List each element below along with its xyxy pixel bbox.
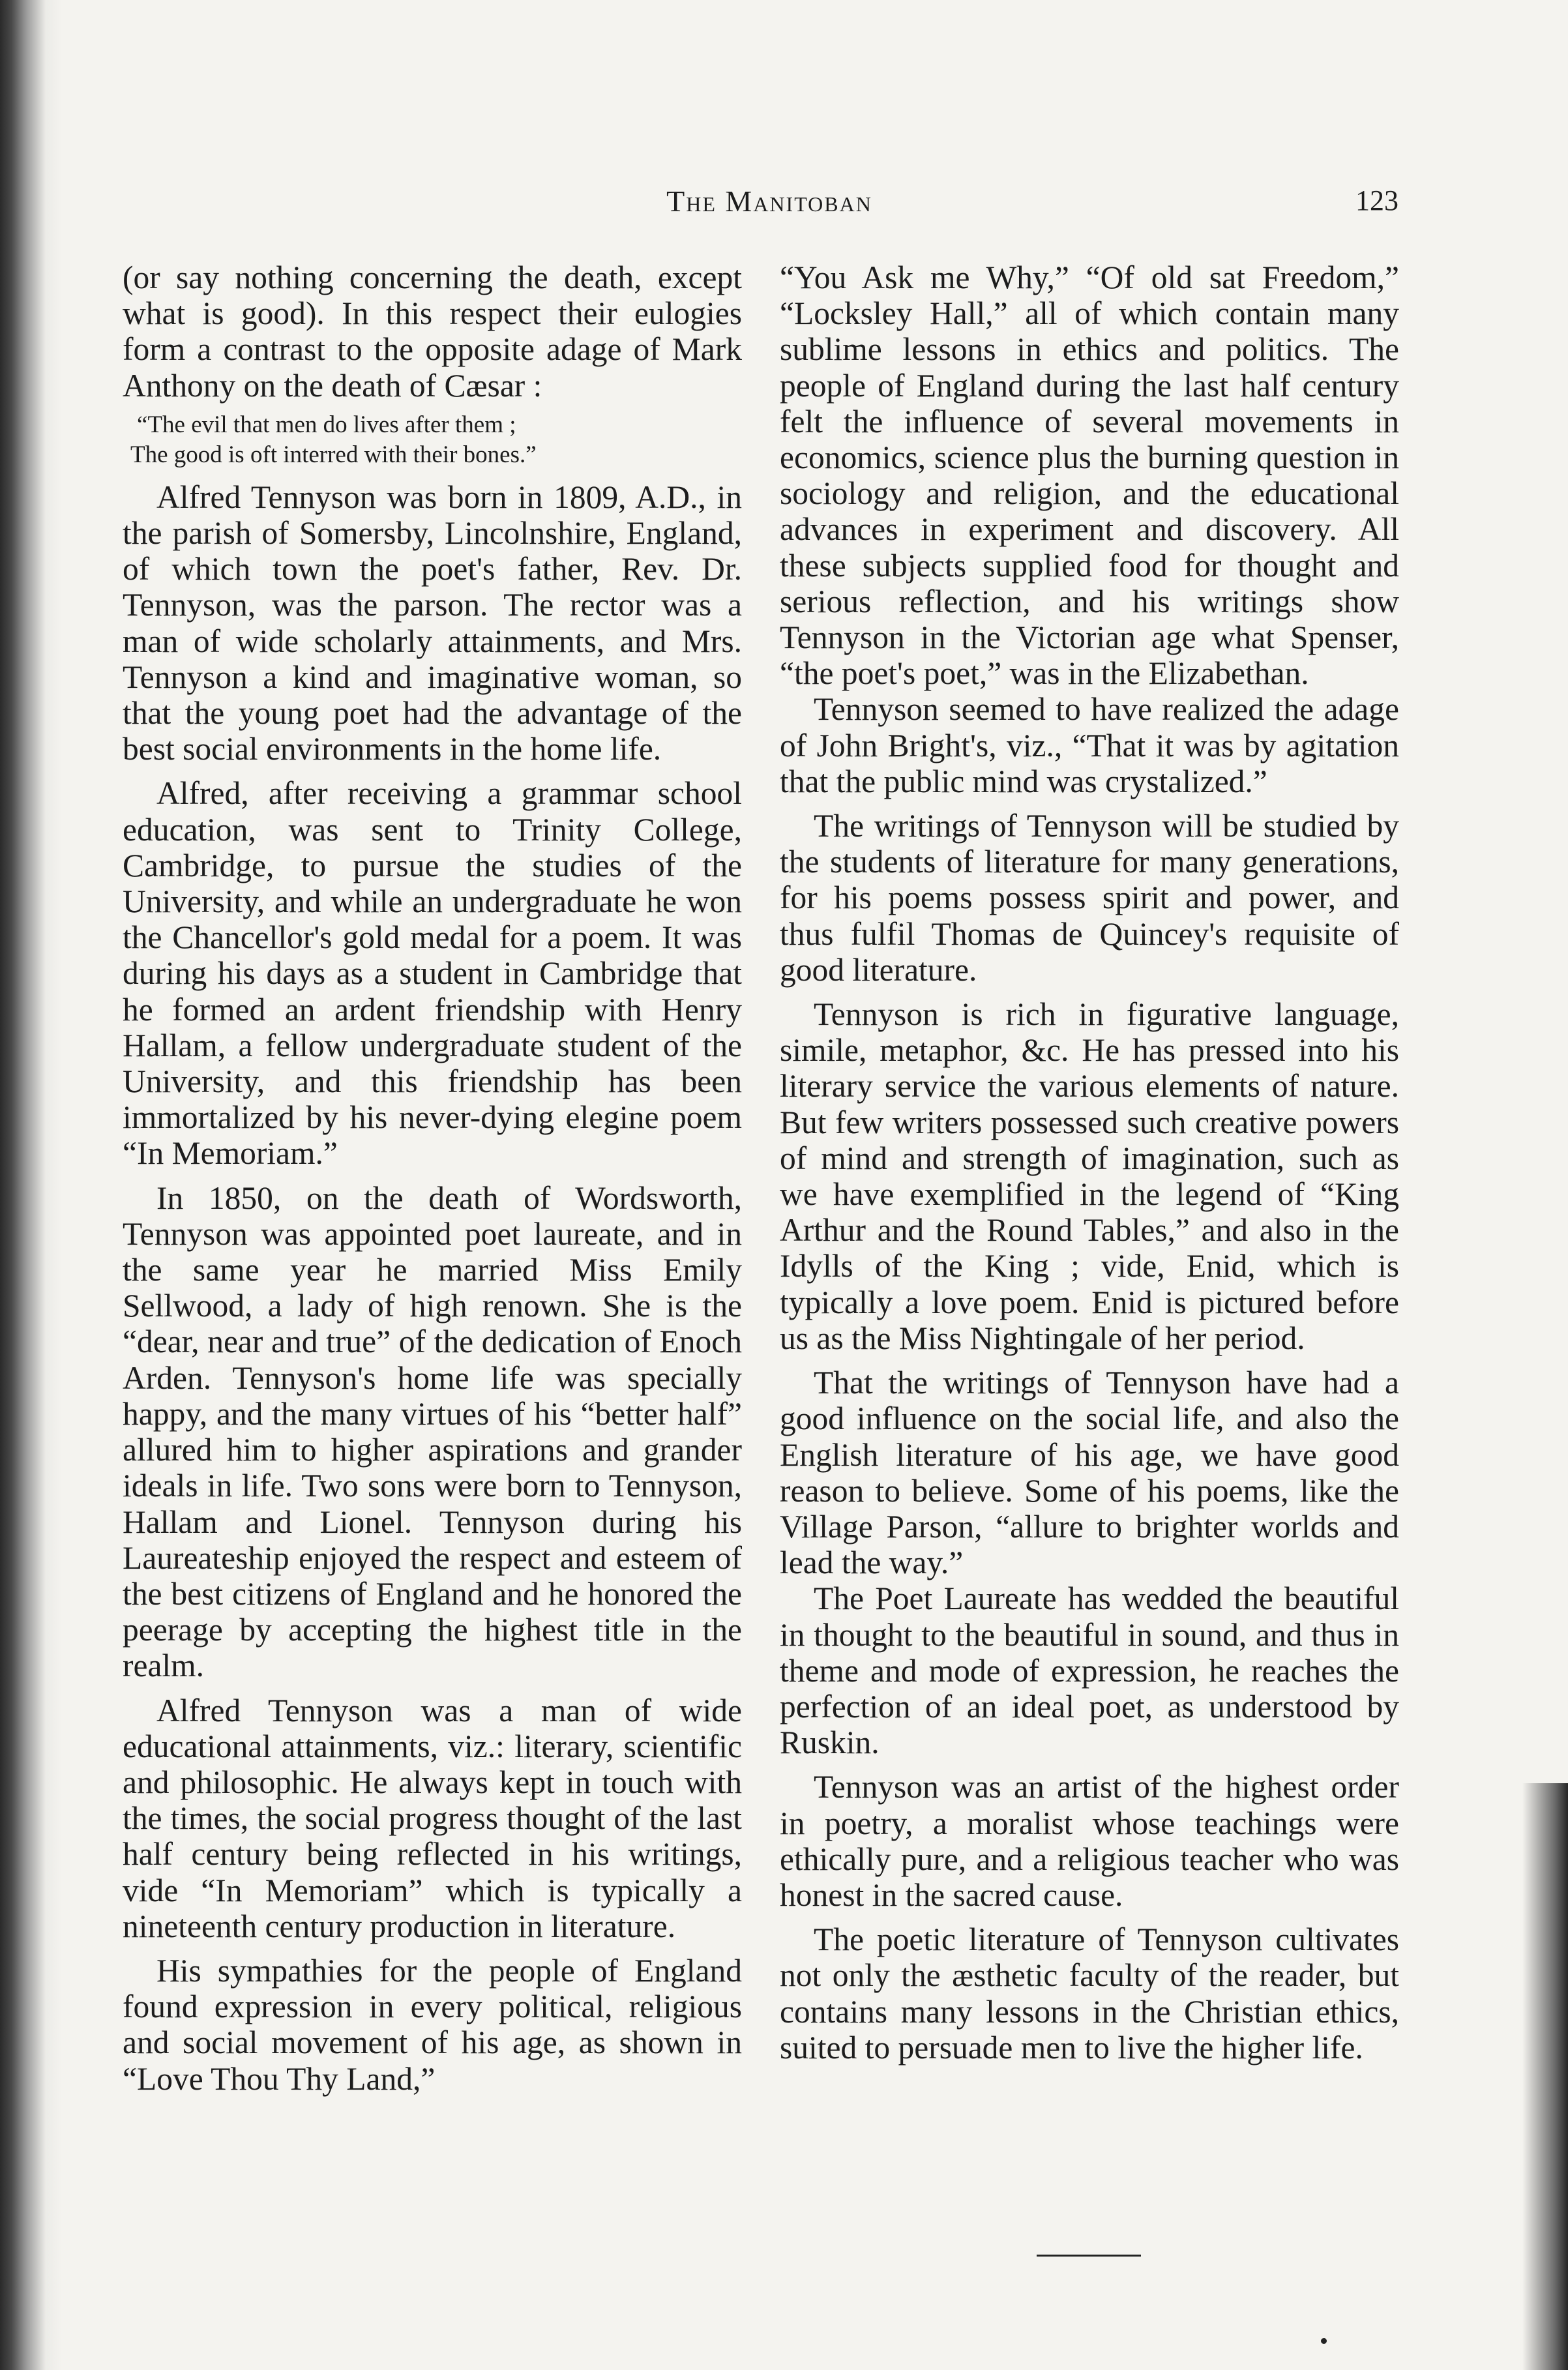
page-header — [124, 184, 1415, 230]
paragraph: The poetic literature of Tennyson cultivates not only the æsthetic faculty of the reader, but contains many lessons in the Christian ethics, suited to persuade men to live the higher life. — [780, 1921, 1399, 2066]
paragraph: Tennyson seemed to have realized the adage of John Bright's, viz., “That it was by agitation that the public mind was crystalized.” — [780, 691, 1399, 799]
quote-line: “The evil that men do lives after them ; — [137, 411, 516, 438]
scan-edge-right — [1522, 1783, 1568, 2370]
paragraph: His sympathies for the people of England found expression in every political, religious and social movement of his age, as shown in “Love Thou Thy Land,” — [123, 1952, 742, 2097]
page-number: 123 — [1355, 185, 1398, 216]
paragraph: Alfred Tennyson was born in 1809, A.D., in the parish of Somersby, Lincolnshire, England, of which town the poet's father, Rev. Dr. Tennyson, was the parson. The rector was a man of wide scholarly attainments, and Mrs. Tennyson a kind and imaginative woman, so that the young poet had the advantage of the best social environments in the home life. — [123, 479, 742, 767]
scan-edge-left — [0, 0, 62, 2370]
paragraph: “You Ask me Why,” “Of old sat Freedom,” “Locksley Hall,” all of which contain many sublime lessons in ethics and politics. The people of England during the last half century felt the influence of several movements in economics, science plus the burning question in sociology and religion, and the educational advances in experiment and discovery. All these subjects supplied food for thought and serious reflection, and his writings show Tennyson in the Victorian age what Spenser, “the poet's poet,” was in the Elizabethan. — [780, 259, 1399, 692]
ink-dot — [1321, 2338, 1327, 2344]
paragraph: (or say nothing concerning the death, except what is good). In this respect their eulogies form a contrast to the opposite adage of Mark Anthony on the death of Cæsar : — [123, 259, 742, 404]
paragraph: That the writings of Tennyson have had a good influence on the social life, and also the English literature of his age, we have good reason to believe. Some of his poems, like the Village Parson, “allure to brighter worlds and lead the way.” — [780, 1365, 1399, 1581]
paragraph: Alfred, after receiving a grammar school education, was sent to Trinity College, Cambridge, to pursue the studies of the University, and while an undergraduate he won the Chancellor's gold medal for a poem. It was during his days as a student in Cambridge that he formed an ardent friendship with Henry Hallam, a fellow undergraduate student of the University, and this friendship has been immortalized by his never-dying elegine poem “In Memoriam.” — [123, 775, 742, 1172]
right-column — [780, 259, 1399, 2066]
block-quote — [130, 410, 742, 470]
paragraph: Tennyson was an artist of the highest order in poetry, a moralist whose teachings were ethically pure, and a religious teacher who was honest in the sacred cause. — [780, 1769, 1399, 1913]
paragraph: The Poet Laureate has wedded the beautiful in thought to the beautiful in sound, and thus in theme and mode of expression, he reaches the perfection of an ideal poet, as understood by Ruskin. — [780, 1580, 1399, 1761]
left-column — [123, 259, 742, 2097]
end-rule — [1037, 2255, 1141, 2257]
running-title: The Manitoban — [666, 185, 872, 218]
paragraph: Alfred Tennyson was a man of wide educational attainments, viz.: literary, scientific and philosophic. He always kept in touch with the times, the social progress thought of the last half century being reflected in his writings, vide “In Memoriam” which is typically a nineteenth century production in literature. — [123, 1692, 742, 1944]
paragraph: Tennyson is rich in figurative language, simile, metaphor, &c. He has pressed into his literary service the various elements of nature. But few writers possessed such creative powers of mind and strength of imagination, such as we have exemplified in the legend of “King Arthur and the Round Tables,” and also in the Idylls of the King ; vide, Enid, which is typically a love poem. Enid is pictured before us as the Miss Nightingale of her period. — [780, 996, 1399, 1356]
paragraph: In 1850, on the death of Wordsworth, Tennyson was appointed poet laureate, and in the same year he married Miss Emily Sellwood, a lady of high renown. She is the “dear, near and true” of the dedication of Enoch Arden. Tennyson's home life was specially happy, and the many virtues of his “better half” allured him to higher aspirations and grander ideals in life. Two sons were born to Tennyson, Hallam and Lionel. Tennyson during his Laureateship enjoyed the respect and esteem of the best citizens of England and he honored the peerage by accepting the highest title in the realm. — [123, 1179, 742, 1684]
quote-line: The good is oft interred with their bones.” — [130, 441, 537, 468]
paragraph: The writings of Tennyson will be studied by the students of literature for many generations, for his poems possess spirit and power, and thus fulfil Thomas de Quincey's requisite of good literature. — [780, 808, 1399, 988]
